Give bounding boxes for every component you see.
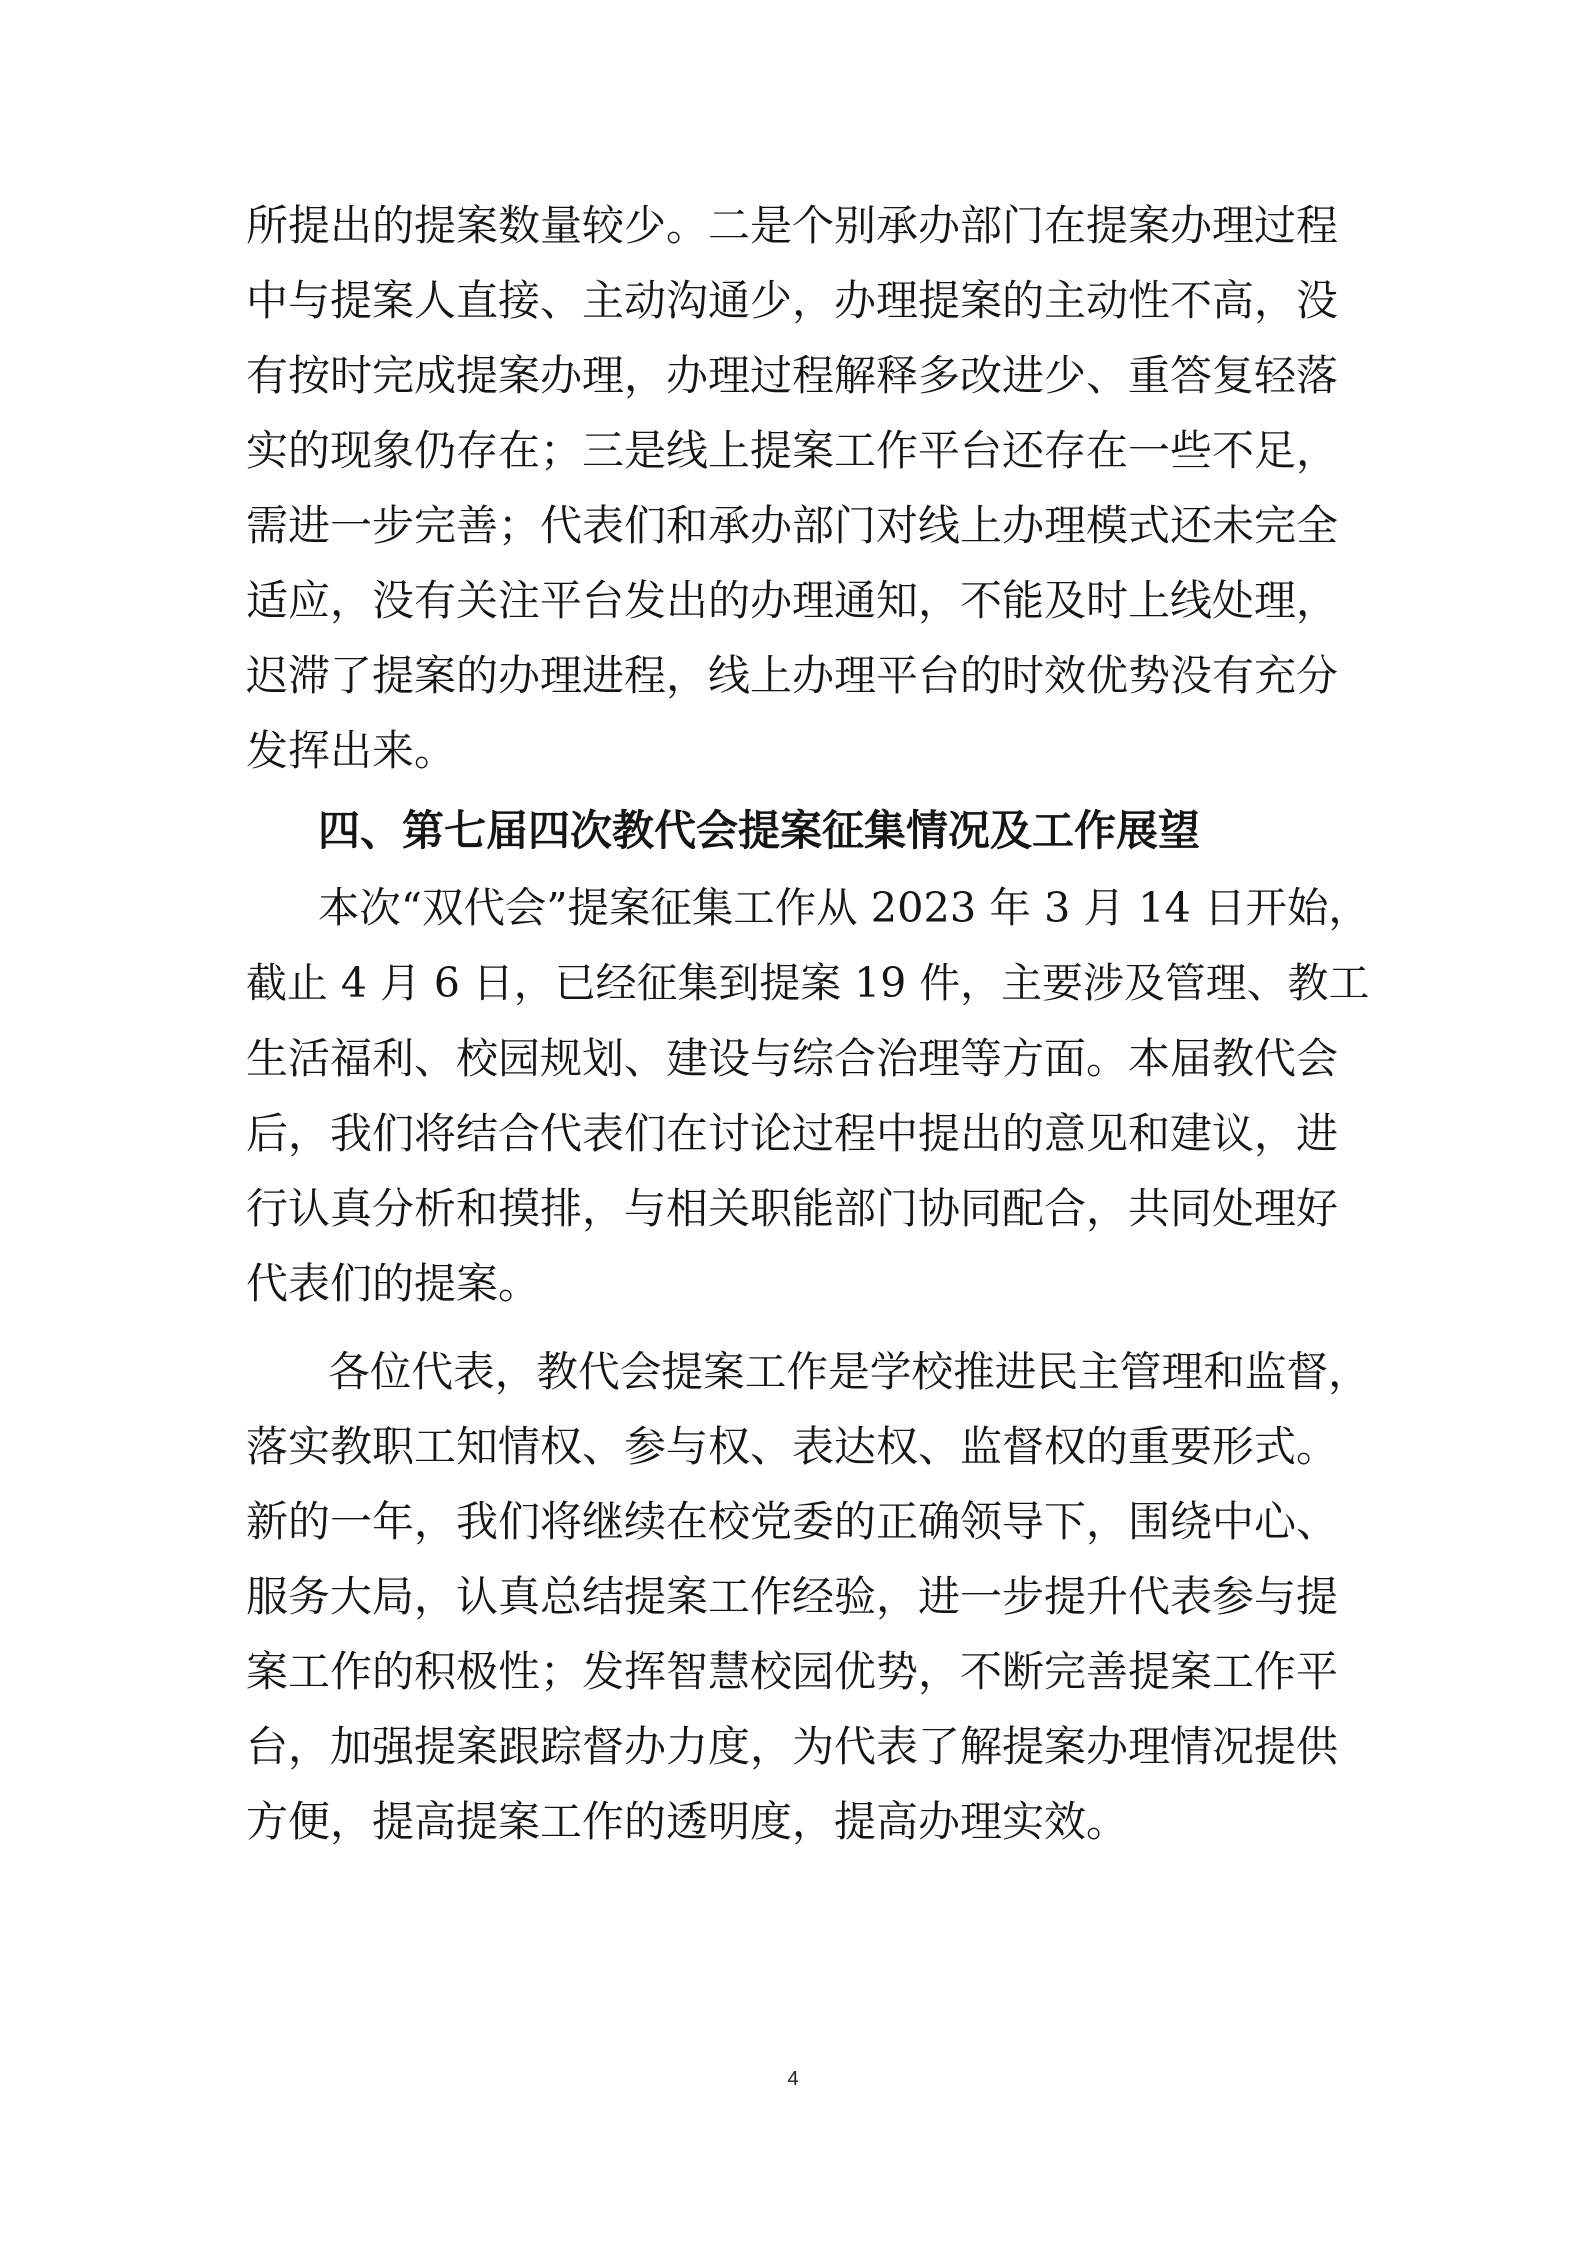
page-number: 4 (787, 2068, 799, 2090)
paragraph-3-line-3: 新的一年，我们将继续在校党委的正确领导下，围绕中心、 (246, 1497, 1339, 1546)
paragraph-1-line-2: 中与提案人直接、主动沟通少，办理提案的主动性不高，没 (246, 276, 1339, 325)
paragraph-3-line-6: 台，加强提案跟踪督办力度，为代表了解提案办理情况提供 (246, 1722, 1339, 1771)
paragraph-1-line-3: 有按时完成提案办理，办理过程解释多改进少、重答复轻落 (246, 351, 1339, 400)
paragraph-3-line-2: 落实教职工知情权、参与权、表达权、监督权的重要形式。 (246, 1422, 1339, 1471)
paragraph-3-line-7: 方便，提高提案工作的透明度，提高办理实效。 (246, 1797, 1129, 1846)
paragraph-3-line-4: 服务大局，认真总结提案工作经验，进一步提升代表参与提 (246, 1572, 1339, 1621)
paragraph-2-line-1: 本次“双代会”提案征集工作从 2023 年 3 月 14 日开始， (318, 884, 1370, 932)
paragraph-1-line-8: 发挥出来。 (246, 726, 457, 775)
section-heading: 四、第七届四次教代会提案征集情况及工作展望 (318, 806, 1201, 855)
paragraph-1-line-1: 所提出的提案数量较少。二是个别承办部门在提案办理过程 (246, 201, 1339, 250)
paragraph-1-line-4: 实的现象仍存在；三是线上提案工作平台还存在一些不足， (246, 426, 1339, 475)
paragraph-1-line-6: 适应，没有关注平台发出的办理通知，不能及时上线处理， (246, 576, 1339, 625)
paragraph-2-line-3: 生活福利、校园规划、建设与综合治理等方面。本届教代会 (246, 1034, 1339, 1083)
paragraph-1-line-7: 迟滞了提案的办理进程，线上办理平台的时效优势没有充分 (246, 651, 1339, 700)
paragraph-2-line-6: 代表们的提案。 (246, 1259, 541, 1308)
paragraph-2-line-5: 行认真分析和摸排，与相关职能部门协同配合，共同处理好 (246, 1184, 1339, 1233)
paragraph-1-line-5: 需进一步完善；代表们和承办部门对线上办理模式还未完全 (246, 501, 1339, 550)
paragraph-2-line-2: 截止 4 月 6 日，已经征集到提案 19 件，主要涉及管理、教工 (246, 959, 1370, 1007)
paragraph-2-line-4: 后，我们将结合代表们在讨论过程中提出的意见和建议，进 (246, 1109, 1339, 1158)
paragraph-3-line-1: 各位代表，教代会提案工作是学校推进民主管理和监督， (328, 1347, 1370, 1396)
paragraph-3-line-5: 案工作的积极性；发挥智慧校园优势，不断完善提案工作平 (246, 1647, 1339, 1696)
